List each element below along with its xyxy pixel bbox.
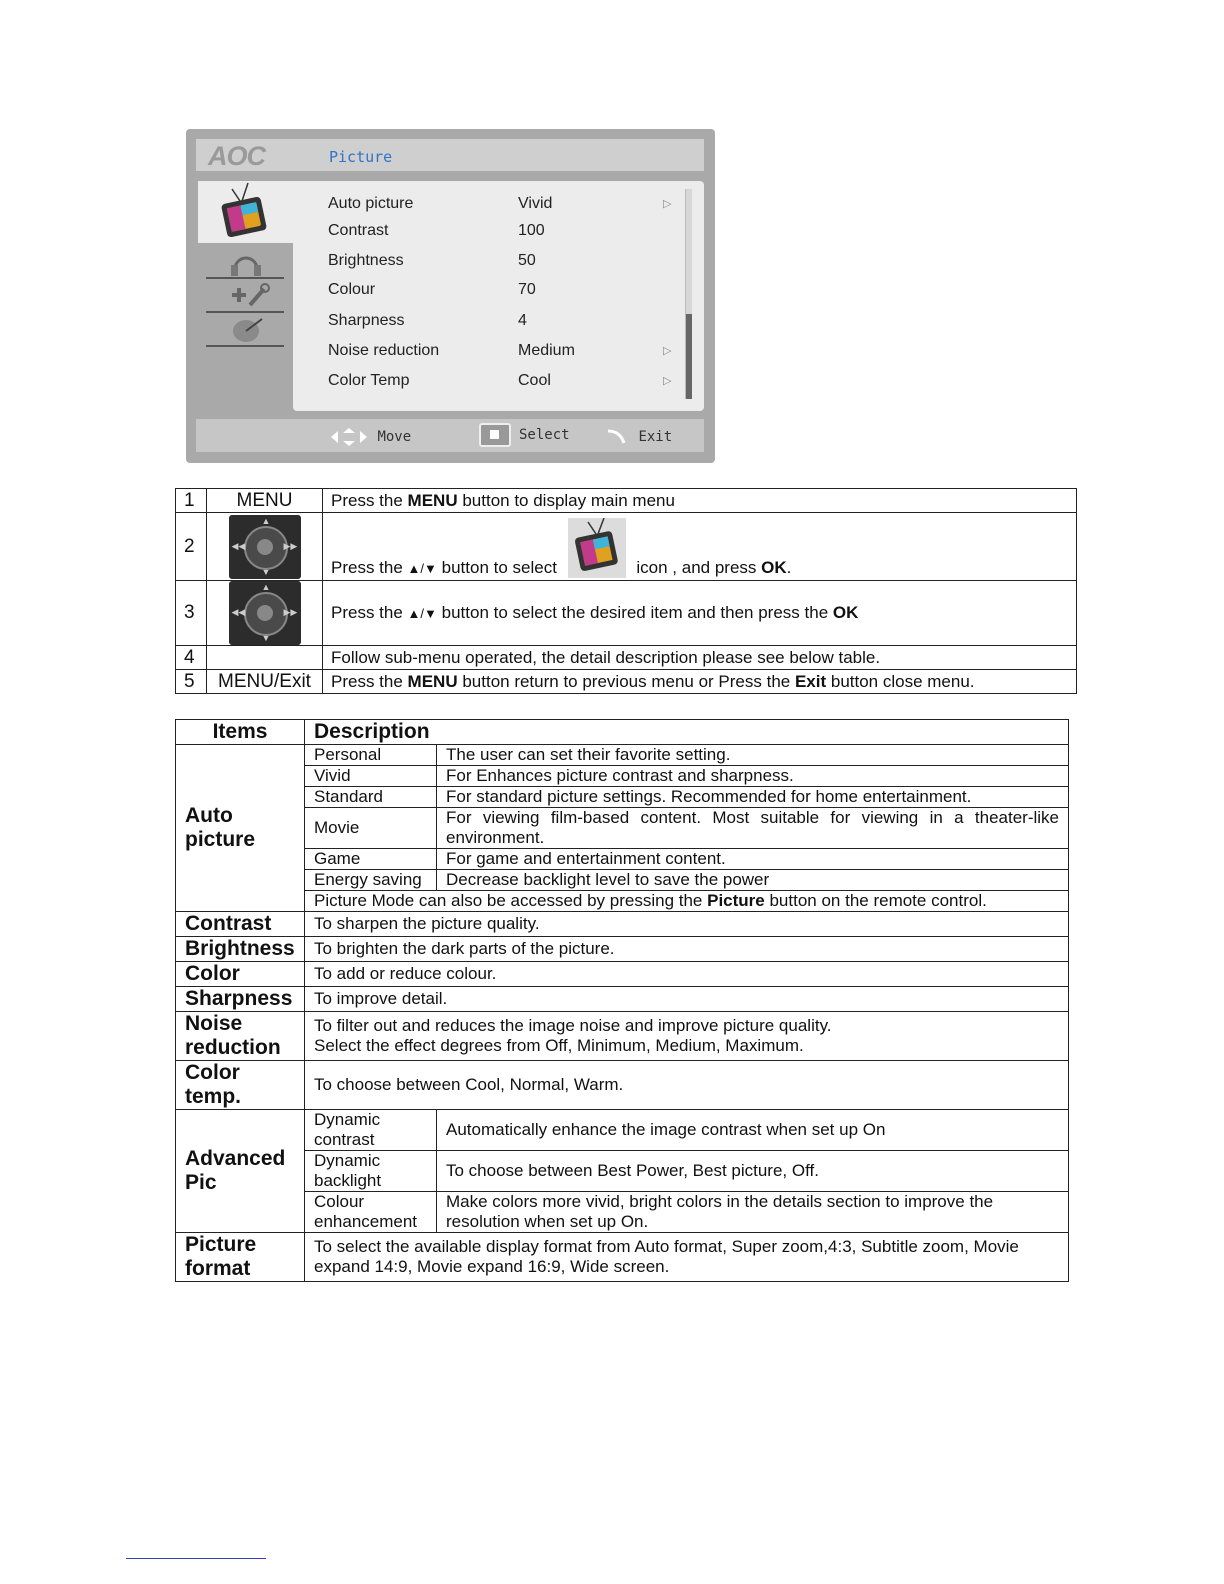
osd-scrollbar[interactable] bbox=[685, 189, 692, 399]
osd-menu-item[interactable]: Colour 70 bbox=[328, 281, 536, 298]
steps-table bbox=[175, 488, 1077, 694]
table-row: Game For game and entertainment content. bbox=[176, 849, 1069, 870]
submenu-arrow-icon: ▷ bbox=[663, 345, 672, 357]
table-row: Energy saving Decrease backlight level to save the power bbox=[176, 870, 1069, 891]
osd-menu-item[interactable]: Sharpness 4 bbox=[328, 312, 527, 329]
description-table bbox=[175, 719, 1069, 1282]
osd-scrollbar-thumb[interactable] bbox=[686, 314, 692, 399]
channel-tab[interactable] bbox=[206, 313, 284, 347]
setup-tab[interactable] bbox=[206, 279, 284, 313]
osd-menu bbox=[293, 181, 704, 411]
table-row: 1 MENU Press the MENU button to display main menu bbox=[176, 489, 1077, 513]
aoc-logo: AOC bbox=[208, 141, 265, 171]
move-hint: Move bbox=[329, 427, 411, 447]
table-row: Movie For viewing film-based content. Most suitable for viewing in a theater-like environment. bbox=[176, 808, 1069, 849]
sound-tab[interactable] bbox=[206, 245, 284, 279]
remote-dpad-icon: ▲ ▼ ◀◀ ▶▶ bbox=[229, 581, 301, 645]
table-row: Auto picture Personal The user can set their favorite setting. bbox=[176, 745, 1069, 766]
headphones-icon bbox=[206, 245, 284, 277]
footnote-rule bbox=[126, 1558, 266, 1559]
move-arrows-icon bbox=[329, 427, 369, 447]
menu-exit-key-label: MENU/Exit bbox=[207, 670, 323, 694]
satellite-dish-icon bbox=[206, 313, 284, 345]
table-row: Colour enhancement Make colors more vivid, bright colors in the details section to improve the resolution when set up On. bbox=[176, 1192, 1069, 1233]
table-row: Advanced Pic Dynamic contrast Automatically enhance the image contrast when set up On bbox=[176, 1110, 1069, 1151]
table-row: Picture format To select the available display format from Auto format, Super zoom,4:3, Subtitle zoom, Movie expand 14:9, Movie expand 16:9, Wide screen. bbox=[176, 1233, 1069, 1282]
osd-title: Picture bbox=[329, 148, 393, 166]
table-row: Picture Mode can also be accessed by pressing the Picture button on the remote control. bbox=[176, 891, 1069, 912]
osd-menu-item[interactable]: Color Temp Cool ▷ bbox=[328, 372, 672, 389]
up-down-arrows-icon: ▲/▼ bbox=[407, 606, 437, 621]
picture-tv-icon bbox=[568, 518, 626, 578]
table-row: 4 Follow sub-menu operated, the detail description please see below table. bbox=[176, 646, 1077, 670]
table-row: Standard For standard picture settings. Recommended for home entertainment. bbox=[176, 787, 1069, 808]
submenu-arrow-icon: ▷ bbox=[663, 375, 672, 387]
tv-icon bbox=[198, 181, 294, 243]
osd-menu-item[interactable]: Brightness 50 bbox=[328, 252, 536, 269]
table-row: Dynamic backlight To choose between Best Power, Best picture, Off. bbox=[176, 1151, 1069, 1192]
remote-dpad-icon: ▲ ▼ ◀◀ ▶▶ bbox=[229, 515, 301, 579]
table-row: Noise reduction To filter out and reduces the image noise and improve picture quality. Select the effect degrees from Off, Minimum, Medium, Maximum. bbox=[176, 1012, 1069, 1061]
osd-category-icons bbox=[196, 181, 294, 411]
table-row: Color To add or reduce colour. bbox=[176, 962, 1069, 987]
up-down-arrows-icon: ▲/▼ bbox=[407, 561, 437, 576]
table-row: Sharpness To improve detail. bbox=[176, 987, 1069, 1012]
osd-footer bbox=[196, 419, 704, 452]
table-row: Contrast To sharpen the picture quality. bbox=[176, 912, 1069, 937]
table-row: Color temp. To choose between Cool, Normal, Warm. bbox=[176, 1061, 1069, 1110]
return-arrow-icon bbox=[606, 427, 630, 447]
osd-header bbox=[196, 139, 704, 171]
osd-menu-item[interactable]: Contrast 100 bbox=[328, 222, 545, 239]
select-hint: Select bbox=[479, 423, 570, 447]
tools-icon bbox=[206, 279, 284, 311]
submenu-arrow-icon: ▷ bbox=[663, 198, 672, 210]
table-row: Vivid For Enhances picture contrast and sharpness. bbox=[176, 766, 1069, 787]
table-header: Items Description bbox=[176, 720, 1069, 745]
select-key-icon bbox=[479, 423, 511, 447]
exit-hint: Exit bbox=[606, 427, 672, 447]
osd-menu-item[interactable]: Noise reduction Medium ▷ bbox=[328, 342, 672, 359]
picture-tab[interactable] bbox=[198, 181, 294, 243]
table-row: 3 ▲ ▼ ◀◀ ▶▶ Press the ▲/▼ button to select the desired item and then press the OK bbox=[176, 581, 1077, 646]
osd-screenshot bbox=[186, 129, 715, 463]
table-row: 2 ▲ ▼ ◀◀ ▶▶ Press the ▲/▼ button to select icon , and press OK. bbox=[176, 513, 1077, 581]
osd-menu-item[interactable]: Auto picture Vivid ▷ bbox=[328, 195, 672, 212]
table-row: Brightness To brighten the dark parts of the picture. bbox=[176, 937, 1069, 962]
table-row: 5 MENU/Exit Press the MENU button return to previous menu or Press the Exit button close menu. bbox=[176, 670, 1077, 694]
menu-key-label: MENU bbox=[207, 489, 323, 513]
